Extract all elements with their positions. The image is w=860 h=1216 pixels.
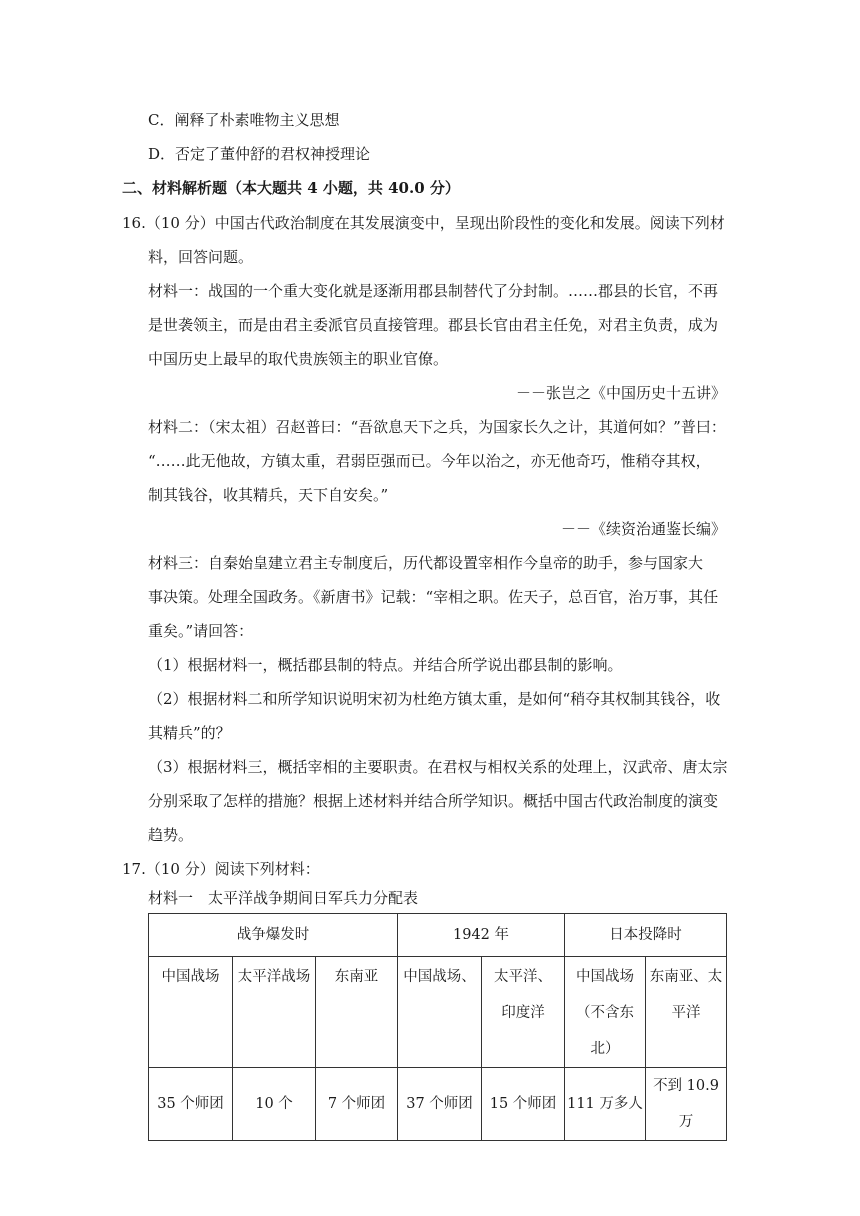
q16-subquestion-3-line3: 趋势。 <box>148 826 194 844</box>
table-cell-text: 太平洋战场 <box>237 969 311 985</box>
troop-distribution-table <box>148 913 727 1141</box>
table-cell-text: 中国战场、 <box>403 969 476 985</box>
table-subheader-cell <box>646 957 727 1068</box>
table-subheader-cell <box>398 957 482 1068</box>
table-cell: 37 个师团 <box>398 1068 482 1141</box>
q16-intro-line1: 16.（10 分）中国古代政治制度在其发展演变中，呈现出阶段性的变化和发展。阅读下列材 <box>122 214 725 232</box>
table-cell-text: 东南亚、太 <box>649 969 723 985</box>
table-cell-text: 太平洋、 <box>494 969 552 985</box>
table-row <box>149 1068 727 1141</box>
table-cell: 10 个 <box>233 1068 316 1141</box>
q17-material1-title: 材料一 太平洋战争期间日军兵力分配表 <box>148 889 419 907</box>
q16-material3-line2: 事决策。处理全国政务。《新唐书》记载：“宰相之职。佐天子，总百官，治万事，其任 <box>148 588 719 606</box>
table-cell-text: 北） <box>590 1041 620 1057</box>
q16-material2-line3: 制其钱谷，收其精兵，天下自安矣。” <box>148 486 389 504</box>
table-subheader-cell <box>565 957 646 1068</box>
option-c: C．阐释了朴素唯物主义思想 <box>148 111 340 129</box>
q16-subquestion-2-line2: 其精兵”的？ <box>148 724 231 742</box>
q17-intro: 17.（10 分）阅读下列材料： <box>122 860 320 878</box>
q16-intro-line2: 料，回答问题。 <box>148 248 254 266</box>
q16-subquestion-3-line2: 分别采取了怎样的措施？根据上述材料并结合所学知识。概括中国古代政治制度的演变 <box>148 792 719 810</box>
table-cell: 不到 10.9 万 <box>646 1068 727 1141</box>
table-cell-text: 中国战场 <box>161 969 220 985</box>
option-d: D．否定了董仲舒的君权神授理论 <box>148 145 371 163</box>
table-header-row <box>149 914 727 957</box>
table-group-header: 战争爆发时 <box>149 914 398 957</box>
q16-material1-source: －－张岂之《中国历史十五讲》 <box>515 384 726 402</box>
q16-material3-line1: 材料三：自秦始皇建立君主专制度后，历代都设置宰相作今皇帝的助手，参与国家大 <box>148 554 704 572</box>
q16-material2-line2: “……此无他故，方镇太重，君弱臣强而已。今年以治之，亦无他奇巧，惟稍夺其权， <box>148 452 711 470</box>
table-cell: 15 个师团 <box>482 1068 565 1141</box>
q16-material2-line1: 材料二：（宋太祖）召赵普曰：“吾欲息天下之兵，为国家长久之计，其道何如？”普曰： <box>148 418 726 436</box>
table-subheader-cell <box>482 957 565 1068</box>
table-cell-text: 印度洋 <box>501 1005 545 1021</box>
q16-subquestion-3-line1: （3）根据材料三，概括宰相的主要职责。在君权与相权关系的处理上，汉武帝、唐太宗 <box>148 758 728 776</box>
table-cell-text: （不含东 <box>576 1005 635 1021</box>
q16-material1-line2: 是世袭领主，而是由君主委派官员直接管理。郡县长官由君主任免，对君主负责，成为 <box>148 316 719 334</box>
q16-subquestion-2-line1: （2）根据材料二和所学知识说明宋初为杜绝方镇太重，是如何“稍夺其权制其钱谷，收 <box>148 690 721 708</box>
q16-subquestion-1: （1）根据材料一，概括郡县制的特点。并结合所学说出郡县制的影响。 <box>148 656 623 674</box>
table-group-header: 1942 年 <box>398 914 565 957</box>
q16-material1-line1: 材料一：战国的一个重大变化就是逐渐用郡县制替代了分封制。……郡县的长官，不再 <box>148 282 719 300</box>
q16-material2-source: －－《续资治通鉴长编》 <box>560 520 726 538</box>
table-subheader-cell <box>233 957 316 1068</box>
table-cell-text: 平洋 <box>671 1005 701 1021</box>
table-subheader-row <box>149 957 727 1068</box>
q16-material3-line3: 重矣。”请回答： <box>148 622 254 640</box>
section-heading: 二、材料解析题（本大题共 4 小题，共 40.0 分） <box>122 179 460 197</box>
table-cell: 7 个师团 <box>316 1068 398 1141</box>
table-subheader-cell <box>316 957 398 1068</box>
table-cell: 111 万多人 <box>565 1068 646 1141</box>
q16-material1-line3: 中国历史上最早的取代贵族领主的职业官僚。 <box>148 350 449 368</box>
table-cell: 35 个师团 <box>149 1068 233 1141</box>
table-group-header: 日本投降时 <box>565 914 727 957</box>
table-cell-text: 中国战场 <box>576 969 635 985</box>
table-cell-text: 东南亚 <box>334 969 379 985</box>
table-subheader-cell <box>149 957 233 1068</box>
